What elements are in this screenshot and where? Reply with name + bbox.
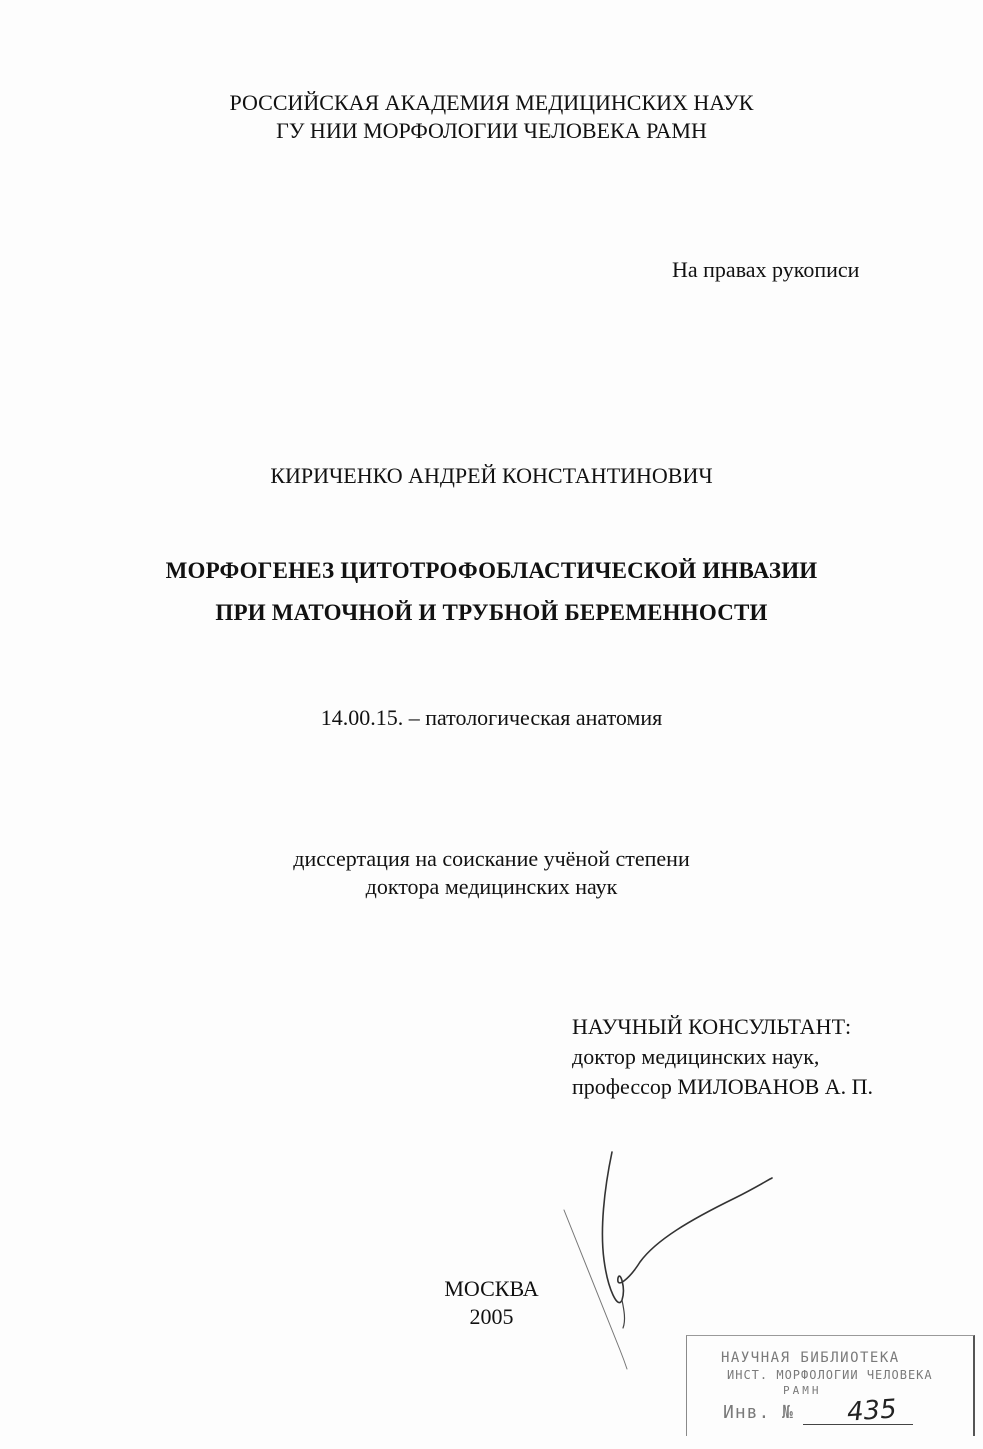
author-name: КИРИЧЕНКО АНДРЕЙ КОНСТАНТИНОВИЧ (270, 463, 713, 488)
library-stamp (686, 1335, 975, 1436)
degree-line-1: диссертация на соискание учёной степени (293, 846, 690, 871)
year: 2005 (469, 1304, 514, 1329)
dissertation-title-line-2: ПРИ МАТОЧНОЙ И ТРУБНОЙ БЕРЕМЕННОСТИ (215, 600, 768, 625)
consultant-degree: доктор медицинских наук, (572, 1044, 820, 1069)
manuscript-note: На правах рукописи (672, 257, 860, 282)
stamp-inventory-number: 435 (846, 1394, 898, 1428)
stamp-line-2: ИНСТ. МОРФОЛОГИИ ЧЕЛОВЕКА (727, 1368, 933, 1382)
consultant-block (572, 1012, 873, 1102)
city: МОСКВА (444, 1276, 539, 1301)
consultant-heading: НАУЧНЫЙ КОНСУЛЬТАНТ: (572, 1014, 852, 1039)
consultant-name: профессор МИЛОВАНОВ А. П. (572, 1074, 874, 1099)
specialty-code: 14.00.15. – патологическая анатомия (320, 705, 663, 730)
stamp-inventory-label: Инв. № (723, 1402, 795, 1423)
stamp-line-3: РАМН (783, 1384, 822, 1397)
dissertation-title-line-1: МОРФОГЕНЕЗ ЦИТОТРОФОБЛАСТИЧЕСКОЙ ИНВАЗИИ (165, 558, 818, 583)
institution-line-1: РОССИЙСКАЯ АКАДЕМИЯ МЕДИЦИНСКИХ НАУК (229, 90, 754, 115)
degree-line-2: доктора медицинских наук (365, 874, 618, 899)
institution-line-2: ГУ НИИ МОРФОЛОГИИ ЧЕЛОВЕКА РАМН (276, 118, 707, 143)
stamp-line-1: НАУЧНАЯ БИБЛИОТЕКА (721, 1350, 900, 1366)
